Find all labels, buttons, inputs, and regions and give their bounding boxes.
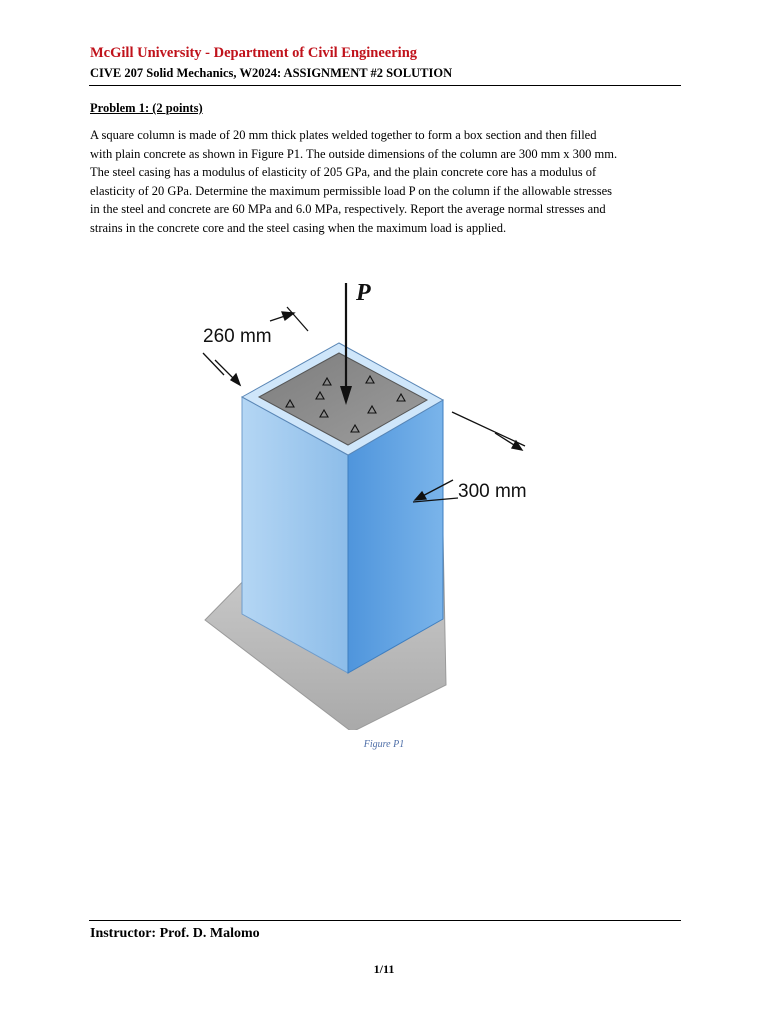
footer-instructor: Instructor: Prof. D. Malomo <box>90 926 260 941</box>
problem-line: strains in the concrete core and the steel casing when the maximum load is applied. <box>90 220 507 235</box>
outer-dimension-label: 300 mm <box>458 481 527 502</box>
problem-statement <box>90 126 690 237</box>
problem-line: in the steel and concrete are 60 MPa and 6.0 MPa, respectively. Report the average normal stresses and <box>90 202 606 216</box>
page-number: 1/11 <box>373 962 395 976</box>
problem-line: elasticity of 20 GPa. Determine the maximum permissible load P on the column if the allowable stresses <box>90 183 612 198</box>
footer-divider <box>89 920 681 921</box>
header-course-title: CIVE 207 Solid Mechanics, W2024: ASSIGNMENT #2 SOLUTION <box>90 66 453 80</box>
header-university: McGill University - Department of Civil Engineering <box>90 45 418 61</box>
header-divider <box>89 85 681 86</box>
problem-line: with plain concrete as shown in Figure P1. The outside dimensions of the column are 300 mm x 300 mm. <box>90 146 618 161</box>
figure-p1 <box>170 270 600 730</box>
problem-line: A square column is made of 20 mm thick plates welded together to form a box section and then filled <box>90 128 597 142</box>
figure-caption: Figure P1 <box>363 739 405 750</box>
problem-line: The steel casing has a modulus of elasticity of 205 GPa, and the plain concrete core has a modulus of <box>90 165 597 179</box>
problem-heading: Problem 1: (2 points) <box>90 101 203 115</box>
column-illustration <box>170 270 600 730</box>
load-label: P <box>356 280 371 306</box>
inner-dimension-label: 260 mm <box>203 326 272 347</box>
